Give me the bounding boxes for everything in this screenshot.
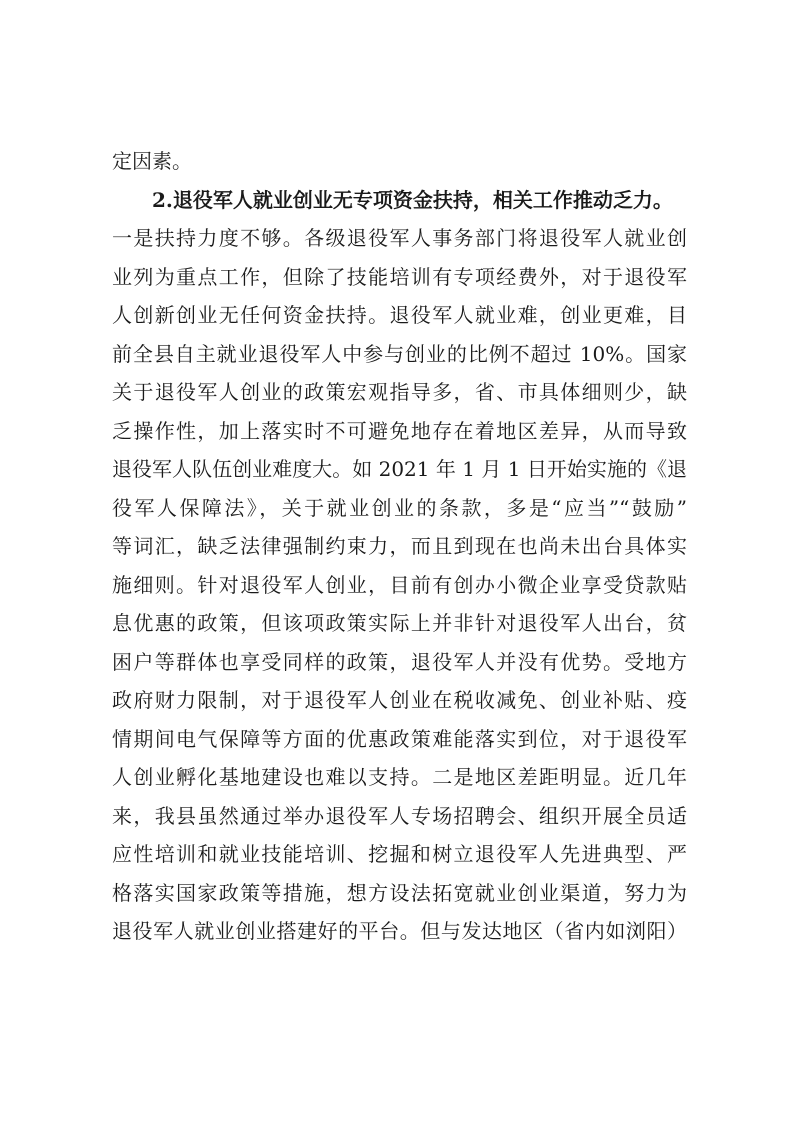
body-text	[112, 142, 687, 951]
paragraph-line: 定因素。	[112, 149, 192, 173]
paragraph-line: 格落实国家政策等措施，想方设法拓宽就业创业渠道，努力为	[112, 880, 687, 905]
paragraph-line: 业列为重点工作，但除了技能培训有专项经费外，对于退役军	[112, 264, 687, 289]
paragraph-line: 人创业孵化基地建设也难以支持。二是地区差距明显。近几年	[112, 765, 687, 789]
paragraph-line: 前全县自主就业退役军人中参与创业的比例不超过 10%。国家	[112, 341, 687, 366]
paragraph-line: 关于退役军人创业的政策宏观指导多，省、市具体细则少，缺	[112, 380, 687, 404]
section-heading: 2.退役军人就业创业无专项资金扶持，相关工作推动乏力。	[152, 187, 673, 212]
paragraph-line: 等词汇，缺乏法律强制约束力，而且到现在也尚未出台具体实	[112, 534, 687, 558]
paragraph-line: 乏操作性，加上落实时不可避免地存在着地区差异，从而导致	[112, 418, 687, 443]
paragraph-line: 情期间电气保障等方面的优惠政策难能落实到位，对于退役军	[112, 726, 687, 751]
paragraph-line: 退役军人队伍创业难度大。如 2021 年 1 月 1 日开始实施的《退	[112, 457, 687, 481]
paragraph-line: 一是扶持力度不够。各级退役军人事务部门将退役军人就业创	[112, 226, 687, 250]
paragraph-line: 困户等群体也享受同样的政策，退役军人并没有优势。受地方	[112, 649, 687, 674]
paragraph-line: 施细则。针对退役军人创业，目前有创办小微企业享受贷款贴	[112, 572, 687, 597]
paragraph-line: 政府财力限制，对于退役军人创业在税收减免、创业补贴、疫	[112, 688, 687, 712]
paragraph-line: 人创新创业无任何资金扶持。退役军人就业难，创业更难，目	[112, 303, 687, 327]
paragraph-line: 役军人保障法》，关于就业创业的条款，多是“应当”“鼓励”	[112, 495, 687, 520]
paragraph-line: 息优惠的政策，但该项政策实际上并非针对退役军人出台，贫	[112, 611, 687, 635]
paragraph-line: 来，我县虽然通过举办退役军人专场招聘会、组织开展全员适	[112, 803, 687, 828]
paragraph-line: 应性培训和就业技能培训、挖掘和树立退役军人先进典型、严	[112, 842, 687, 866]
paragraph-line: 退役军人就业创业搭建好的平台。但与发达地区（省内如浏阳）	[112, 919, 687, 943]
